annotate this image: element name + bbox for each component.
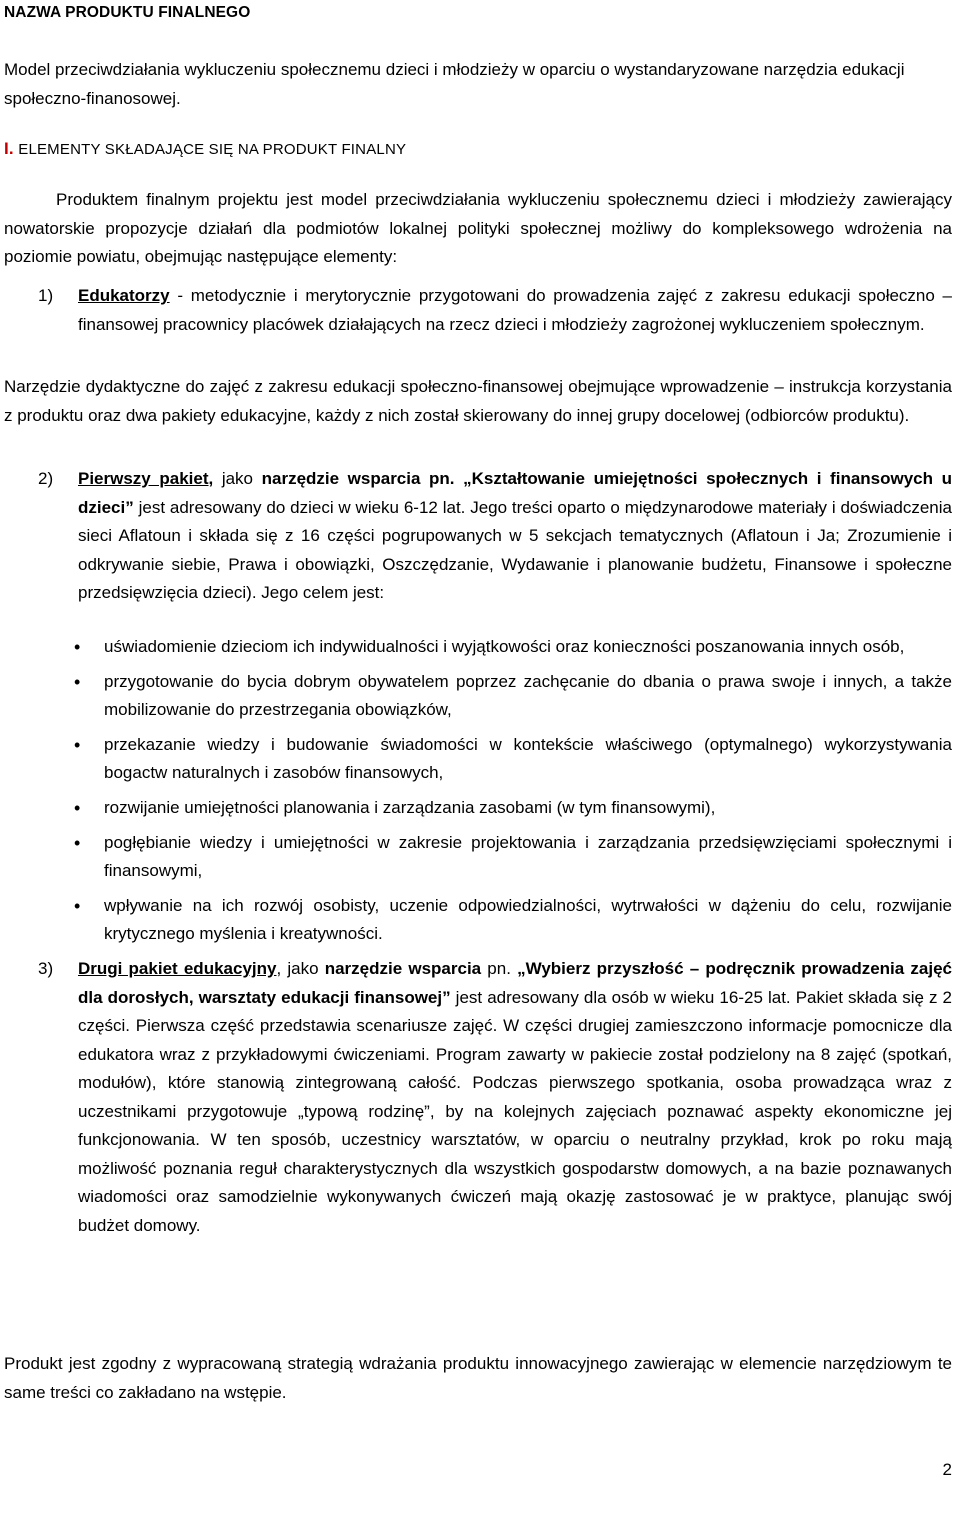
item-label: Pierwszy pakiet, — [78, 469, 214, 488]
section-number: I. — [4, 139, 14, 158]
bullet-text: rozwijanie umiejętności planowania i zarządzania zasobami (w tym finansowymi), — [104, 798, 716, 817]
item-text: jest adresowany dla osób w wieku 16-25 lat. Pakiet składa się z 2 części. Pierwsza część przedstawia scenariusze zajęć. W części drugiej zamieszczono informacje pomocnicze dla edukatora wraz z przykładowymi ćwiczeniami. Program zawarty w pakiecie został podzielony na 8 zajęć (spotkań, modułów), które stanowią zintegrowaną całość. Podczas pierwszego spotkania, osoba prowadząca wraz z uczestnikami przygotowuje „typową rodzinę”, by na kolejnych zajęciach poznawać aspekty ekonomiczne jej funkcjonowania. W ten sposób, uczestnicy warsztatów, w oparciu o neutralny przykład, krok po roku mają możliwość poznania reguł charakterystycznych dla wszystkich gospodarstw domowych, a na bazie poznawanych wiadomości oraz samodzielnie wykonywanych ćwiczeń mają okazję zastosować je w praktyce, planując swój budżet domowy. — [78, 987, 953, 1235]
item-label: Edukatorzy — [78, 286, 170, 305]
bullet-text: uświadomienie dzieciom ich indywidualności i wyjątkowości oraz konieczności poszanowania innych osób, — [104, 637, 905, 656]
item-text: - metodycznie i merytorycznie przygotowani do prowadzenia zajęć z zakresu edukacji społeczno – finansowej pracownicy placówek działających na rzecz dzieci i młodzieży zagrożonej wykluczeniem społecznym. — [78, 286, 952, 334]
lead-paragraph-text: Produktem finalnym projektu jest model przeciwdziałania wykluczeniu społecznemu dzieci i młodzieży zawierający nowatorskie propozycje działań dla podmiotów lokalnej polityki społecznej możliwy do kompleksowego wdrożenia na poziomie powiatu, obejmując następujące elementy: — [4, 190, 952, 266]
list-item — [4, 794, 952, 822]
bullet-text: wpływanie na ich rozwój osobisty, uczenie odpowiedzialności, wytrwałości w dążeniu do celu, rozwijanie krytycznego myślenia i kreatywności. — [104, 896, 952, 943]
list-marker: 1) — [38, 286, 54, 305]
lead-paragraph — [4, 186, 952, 272]
list-item — [4, 633, 952, 661]
list-marker: 3) — [38, 959, 54, 978]
section-title: ELEMENTY SKŁADAJĄCE SIĘ NA PRODUKT FINALNY — [18, 141, 407, 158]
list-item-body — [78, 955, 952, 1240]
page-number: 2 — [942, 1460, 952, 1479]
item-bold-text: „Wybierz przyszłość – podręcznik prowadzenia zajęć dla dorosłych, warsztaty edukacji finansowej” — [78, 959, 952, 1007]
closing-paragraph: Produkt jest zgodny z wypracowaną strategią wdrażania produktu innowacyjnego zawierając w elemencie narzędziowym te same treści co zakładano na wstępie. — [4, 1354, 952, 1402]
list-item — [4, 731, 952, 787]
bullet-text: pogłębianie wiedzy i umiejętności w zakresie projektowania i zarządzania przedsięwzięciami społecznymi i finansowymi, — [104, 833, 952, 880]
bullet-text: przygotowanie do bycia dobrym obywatelem poprzez zachęcanie do dbania o prawa swoje i innych, a także mobilizowanie do przestrzegania obowiązków, — [104, 672, 952, 719]
section-heading — [4, 139, 406, 159]
list-item — [4, 892, 952, 948]
intro-paragraph: Model przeciwdziałania wykluczeniu społecznemu dzieci i młodzieży w oparciu o wystandaryzowane narzędzia edukacji społeczno-finanosowej. — [4, 60, 905, 108]
item-text: pn. — [481, 959, 518, 978]
item-text: jako — [213, 469, 262, 488]
bullet-icon: • — [74, 637, 81, 657]
bullet-icon: • — [74, 798, 81, 818]
list-marker: 2) — [38, 469, 54, 488]
item-text: jest adresowany do dzieci w wieku 6-12 lat. Jego treści oparto o międzynarodowe materiały i doświadczenia sieci Aflatoun i składa się z 16 części pogrupowanych w 5 sekcjach tematycznych (Aflatoun i Ja; Zrozumienie i odkrywanie siebie, Prawa i obowiązki, Oszczędzanie, Wydawanie i planowanie budżetu, Finansowe i społeczne przedsięwzięcia dzieci). Jego celem jest: — [78, 497, 952, 602]
item-label: Drugi pakiet edukacyjny — [78, 959, 277, 978]
item-bold-text: narzędzie wsparcia — [324, 959, 482, 978]
list-item — [4, 829, 952, 885]
document-title: NAZWA PRODUKTU FINALNEGO — [4, 4, 251, 21]
list-item-first-package — [4, 465, 952, 608]
list-item-body — [78, 465, 952, 608]
item-bold-text: narzędzie wsparcia pn. „Kształtowanie umiejętności społecznych i finansowych u dzieci” — [78, 469, 952, 517]
tool-paragraph-text: Narzędzie dydaktyczne do zajęć z zakresu edukacji społeczno-finansowej obejmujące wprowadzenie – instrukcja korzystania z produktu oraz dwa pakiety edukacyjne, każdy z nich został skierowany do innej grupy docelowej (odbiorców produktu). — [4, 377, 952, 425]
bullet-icon: • — [74, 735, 81, 755]
list-item-educators — [4, 282, 952, 339]
bullet-icon: • — [74, 896, 81, 916]
item-text: , jako — [276, 959, 325, 978]
bullet-text: przekazanie wiedzy i budowanie świadomości w kontekście właściwego (optymalnego) wykorzystywania bogactw naturalnych i zasobów finansowych, — [104, 735, 952, 782]
tool-paragraph — [4, 373, 952, 430]
goals-bullet-list — [4, 633, 952, 955]
list-item — [4, 668, 952, 724]
bullet-icon: • — [74, 672, 81, 692]
list-item-second-package — [4, 955, 952, 1240]
bullet-icon: • — [74, 833, 81, 853]
list-item-body — [78, 282, 952, 339]
